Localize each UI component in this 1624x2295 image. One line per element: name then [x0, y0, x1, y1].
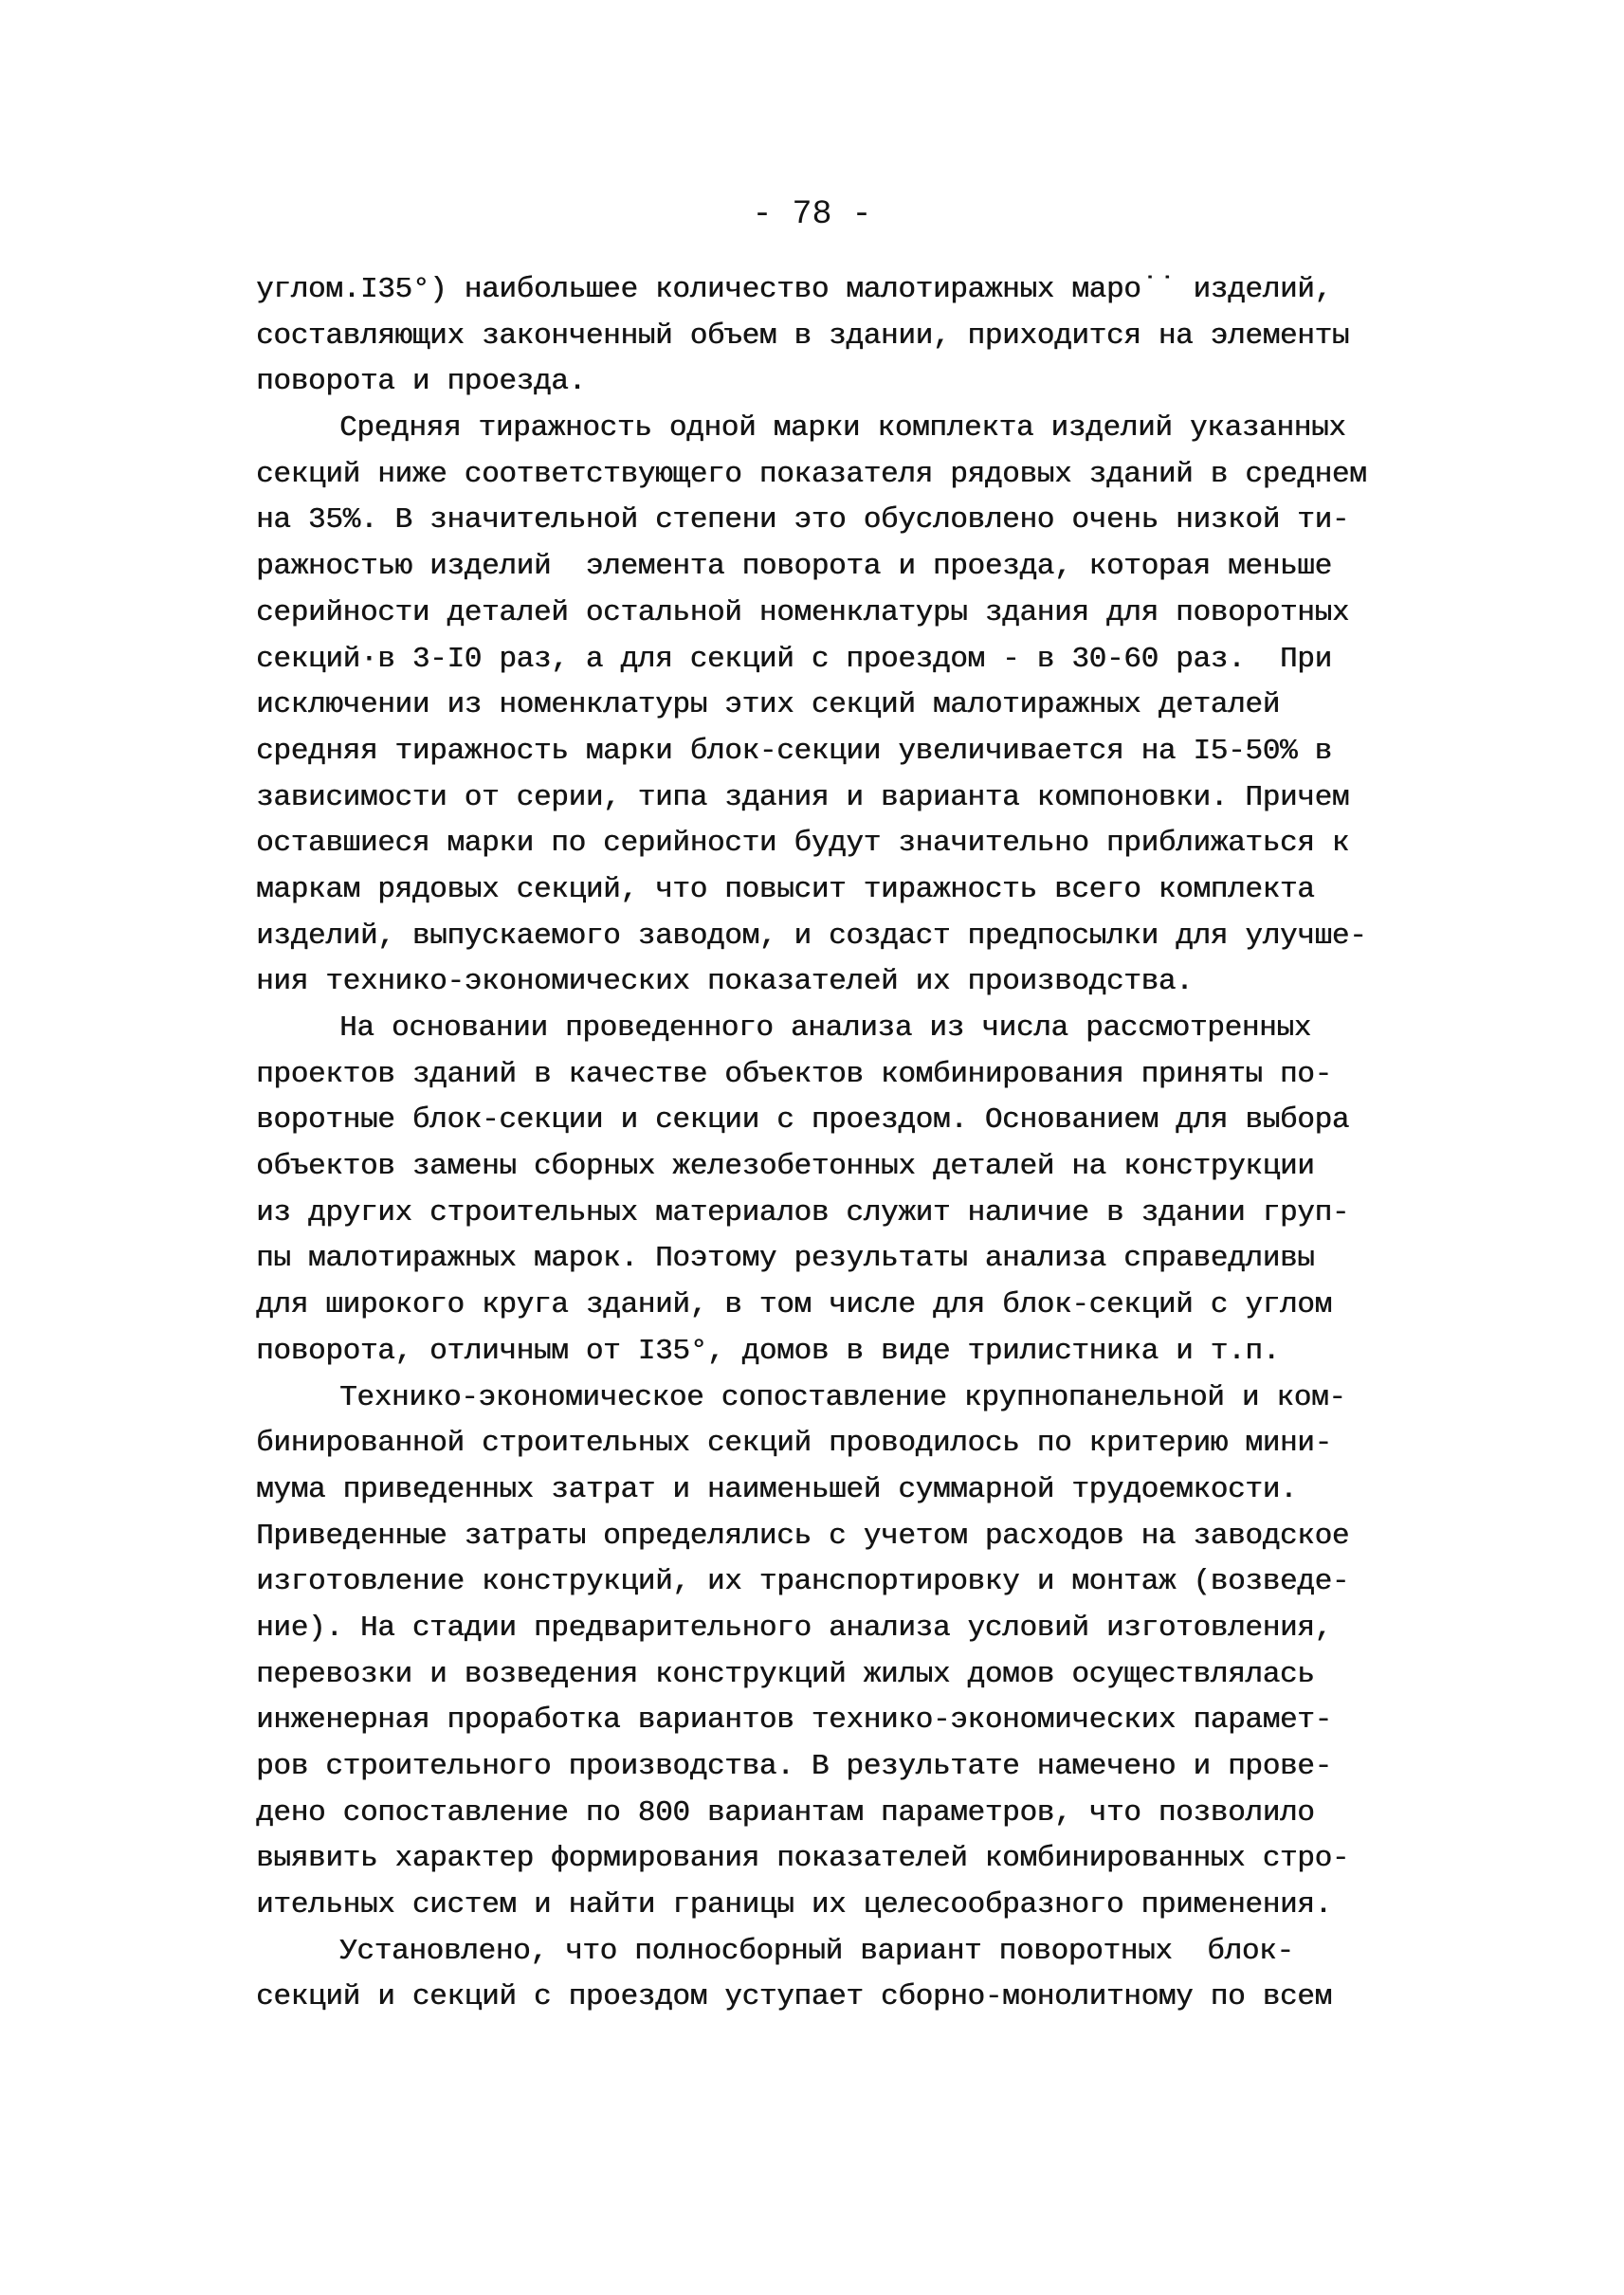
text-line: объектов замены сборных железобетонных деталей на конструкции	[256, 1150, 1315, 1184]
text-line: для широкого круга зданий, в том числе для блок-секций с углом	[256, 1288, 1332, 1322]
text-line: маркам рядовых секций, что повысит тиражность всего комплекта	[256, 872, 1315, 906]
paragraph-2	[256, 406, 1398, 1006]
text-line: ительных систем и найти границы их целесообразного применения.	[256, 1888, 1332, 1922]
text-line: секций·в 3-I0 раз, а для секций с проездом - в 30-60 раз. При	[256, 642, 1332, 676]
paragraph-5	[256, 1929, 1398, 2021]
text-line: средняя тиражность марки блок-секции увеличивается на I5-50% в	[256, 734, 1332, 768]
text-line: проектов зданий в качестве объектов комбинирования приняты по-	[256, 1057, 1332, 1091]
text-line: воротные блок-секции и секции с проездом. Основанием для выбора	[256, 1103, 1350, 1138]
text-line: секций и секций с проездом уступает сборно-монолитному по всем	[256, 1980, 1332, 2014]
text-line: выявить характер формирования показателей комбинированных стро-	[256, 1842, 1350, 1876]
text-line: перевозки и возведения конструкций жилых домов осуществлялась	[256, 1657, 1315, 1691]
text-line: изготовление конструкций, их транспортировку и монтаж (возведе-	[256, 1565, 1350, 1599]
text-line: мума приведенных затрат и наименьшей суммарной трудоемкости.	[256, 1472, 1298, 1506]
text-line: зависимости от серии, типа здания и варианта компоновки. Причем	[256, 780, 1350, 814]
text-line: ражностью изделий элемента поворота и проезда, которая меньше	[256, 550, 1332, 584]
text-line: Приведенные затраты определялись с учетом расходов на заводское	[256, 1519, 1350, 1553]
text-line: инженерная проработка вариантов технико-экономических парамет-	[256, 1703, 1332, 1738]
text-line: составляющих законченный объем в здании, приходится на элементы	[256, 319, 1350, 353]
text-line: оставшиеся марки по серийности будут значительно приближаться к	[256, 827, 1350, 861]
text-line: Технико-экономическое сопоставление крупнопанельной и ком-	[339, 1380, 1346, 1414]
text-line: секций ниже соответствующего показателя рядовых зданий в среднем	[256, 457, 1367, 491]
text-line: Установлено, что полносборный вариант поворотных блок-	[339, 1934, 1294, 1968]
paragraph-1	[256, 267, 1398, 406]
text-line: на 35%. В значительной степени это обусловлено очень низкой ти-	[256, 503, 1350, 537]
text-line: поворота и проезда.	[256, 365, 586, 399]
text-line: из других строительных материалов служит наличие в здании груп-	[256, 1195, 1350, 1229]
paragraph-3	[256, 1006, 1398, 1375]
paragraph-4	[256, 1375, 1398, 1929]
text-line: Средняя тиражность одной марки комплекта изделий указанных	[339, 411, 1346, 446]
text-line: исключении из номенклатуры этих секций малотиражных деталей	[256, 688, 1280, 722]
text-line: поворота, отличным от I35°, домов в виде трилистника и т.п.	[256, 1334, 1280, 1368]
text-line: ния технико-экономических показателей их производства.	[256, 965, 1194, 999]
text-line: бинированной строительных секций проводилось по критерию мини-	[256, 1427, 1332, 1461]
text-line: На основании проведенного анализа из числа рассмотренных	[339, 1011, 1311, 1045]
text-line: дено сопоставление по 800 вариантам параметров, что позволило	[256, 1795, 1315, 1830]
text-line: ров строительного производства. В результате намечено и прове-	[256, 1750, 1332, 1783]
body-text	[256, 267, 1398, 2021]
text-line: серийности деталей остальной номенклатуры здания для поворотных	[256, 595, 1350, 629]
text-line: изделий, выпускаемого заводом, и создаст предпосылки для улучше-	[256, 919, 1367, 953]
text-line: ние). На стадии предварительного анализа условий изготовления,	[256, 1611, 1332, 1645]
page-number: - 78 -	[752, 195, 872, 233]
text-line: углом.I35°) наибольшее количество малотиражных маро˙˙ изделий,	[256, 273, 1332, 306]
text-line: пы малотиражных марок. Поэтому результаты анализа справедливы	[256, 1242, 1315, 1276]
